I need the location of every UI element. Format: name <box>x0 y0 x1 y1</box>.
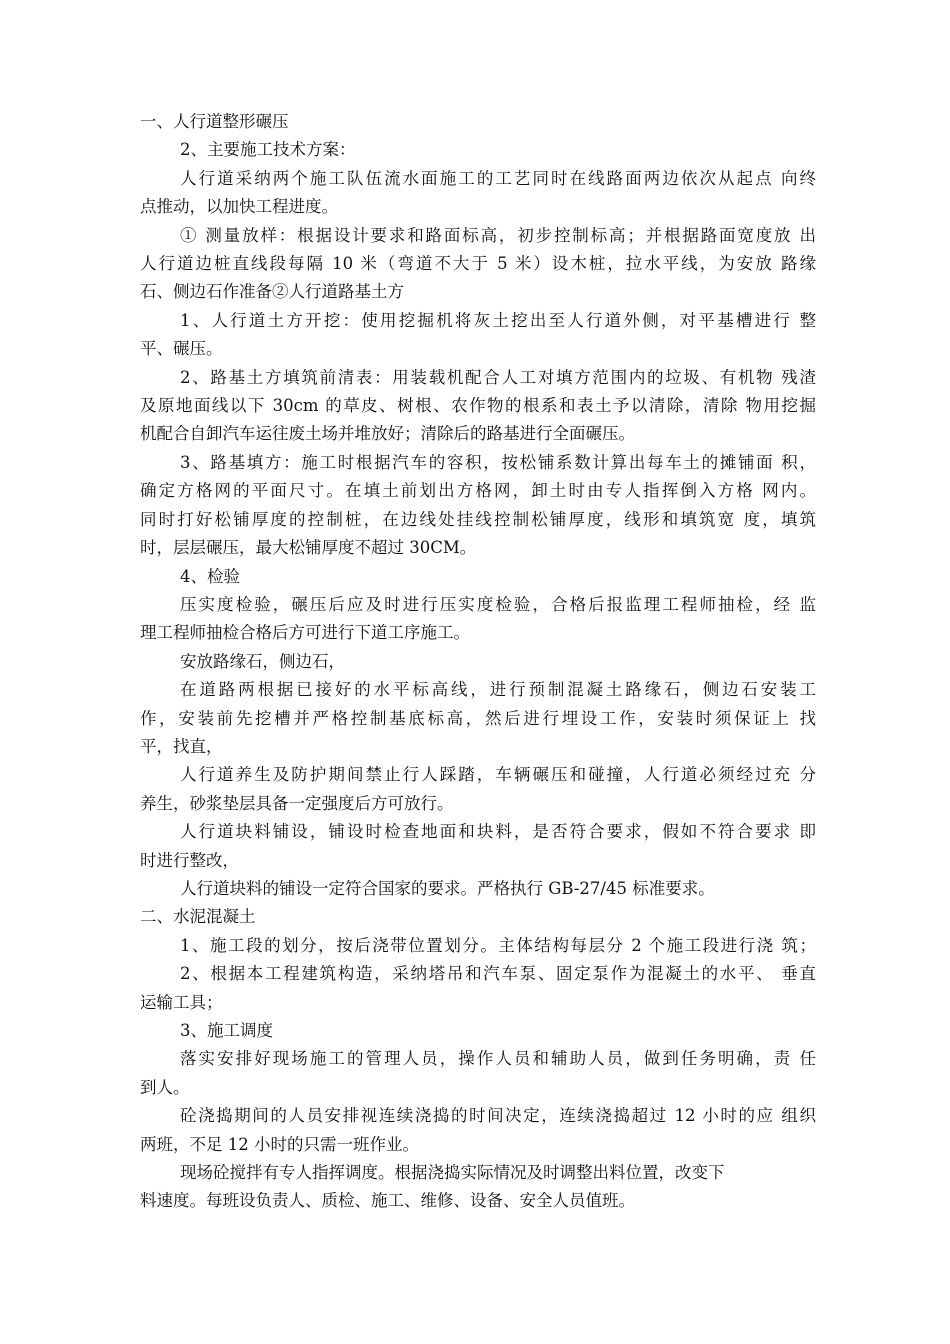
subheading: 3、施工调度 <box>180 1021 273 1040</box>
text-line: 人行道边桩直线段每隔 10 米（弯道不大于 5 米）设木桩，拉水平线，为安放 路缘 <box>140 254 816 274</box>
text-line: 作，安装前先挖槽并严格控制基底标高，然后进行埋设工作，安装时须保证上 找 <box>140 708 816 728</box>
text-line: ① 测量放样：根据设计要求和路面标高，初步控制标高；并根据路面宽度放 出 <box>180 225 816 245</box>
text-line: 3、路基填方：施工时根据汽车的容积，按松铺系数计算出每车土的摊铺面 积， <box>180 452 816 472</box>
text-line: 1、人行道土方开挖：使用挖掘机将灰土挖出至人行道外侧，对平基槽进行 整 <box>180 310 816 330</box>
subheading: 4、检验 <box>180 566 240 586</box>
text-line: 2、路基土方填筑前清表：用装载机配合人工对填方范围内的垃圾、有机物 残渣 <box>180 367 816 387</box>
text-line: 2、根据本工程建筑构造，采纳塔吊和汽车泵、固定泵作为混凝土的水平、 垂直 <box>180 964 816 984</box>
text-line: 人行道采纳两个施工队伍流水面施工的工艺同时在线路面两边依次从起点 向终 <box>180 168 816 188</box>
text-line: 时进行整改， <box>140 850 239 870</box>
text-line: 压实度检验，碾压后应及时进行压实度检验，合格后报监理工程师抽检，经 监 <box>180 594 816 614</box>
heading-1: 一、人行道整形碾压 <box>140 112 289 131</box>
text-line: 运输工具； <box>140 992 223 1012</box>
text-line: 砼浇捣期间的人员安排视连续浇捣的时间决定，连续浇捣超过 12 小时的应 组织 <box>180 1106 816 1126</box>
text-line: 石、侧边石作准备②人行道路基土方 <box>140 282 404 302</box>
document-body <box>140 108 816 1216</box>
text-line: 人行道块料的铺设一定符合国家的要求。严格执行 GB-27/45 标准要求。 <box>180 878 715 898</box>
text-line: 到人。 <box>140 1077 190 1097</box>
text-line: 及原地面线以下 30cm 的草皮、树根、农作物的根系和表土予以清除，清除 物用挖掘 <box>140 396 816 416</box>
text-line: 两班，不足 12 小时的只需一班作业。 <box>140 1134 419 1154</box>
text-line: 现场砼搅拌有专人指挥调度。根据浇捣实际情况及时调整出料位置，改变下 <box>180 1163 725 1183</box>
subheading: 2、主要施工技术方案： <box>180 140 356 160</box>
text-line: 确定方格网的平面尺寸。在填土前划出方格网，卸土时由专人指挥倒入方格 网内。 <box>140 481 816 501</box>
text-line: 平，找直， <box>140 736 223 756</box>
text-line: 同时打好松铺厚度的控制桩，在边线处挂线控制松铺厚度，线形和填筑宽 度，填筑 <box>140 509 816 529</box>
heading-2: 二、水泥混凝土 <box>140 907 256 927</box>
text-line: 点推动，以加快工程进度。 <box>140 197 338 217</box>
text-line: 机配合自卸汽车运往废土场并堆放好；清除后的路基进行全面碾压。 <box>140 424 635 444</box>
text-line: 1、施工段的划分，按后浇带位置划分。主体结构每层分 2 个施工段进行浇 筑； <box>180 935 816 955</box>
text-line: 安放路缘石，侧边石， <box>180 651 345 671</box>
text-line: 平、碾压。 <box>140 339 223 359</box>
text-line: 人行道养生及防护期间禁止行人踩踏，车辆碾压和碰撞，人行道必须经过充 分 <box>180 765 816 785</box>
text-line: 料速度。每班设负责人、质检、施工、维修、设备、安全人员值班。 <box>140 1191 635 1211</box>
text-line: 养生，砂浆垫层具备一定强度后方可放行。 <box>140 793 454 813</box>
text-line: 人行道块料铺设，铺设时检查地面和块料，是否符合要求，假如不符合要求 即 <box>180 822 816 842</box>
text-line: 时，层层碾压，最大松铺厚度不超过 30CM。 <box>140 538 477 558</box>
text-line: 理工程师抽检合格后方可进行下道工序施工。 <box>140 623 470 643</box>
text-line: 落实安排好现场施工的管理人员，操作人员和辅助人员，做到任务明确，责 任 <box>180 1049 816 1069</box>
text-line: 在道路两根据已接好的水平标高线，进行预制混凝土路缘石，侧边石安装工 <box>180 680 816 700</box>
